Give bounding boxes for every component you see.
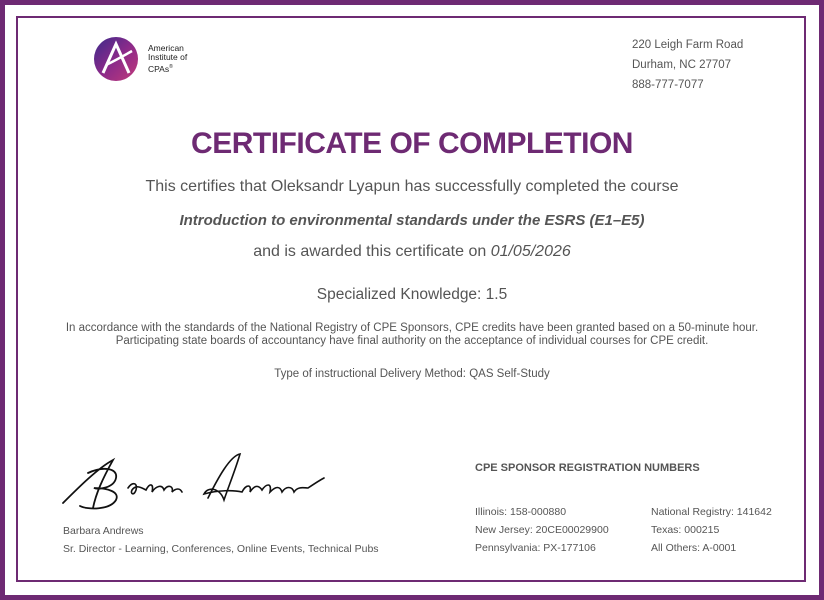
address-city: Durham, NC 27707 [632,59,732,71]
award-date: 01/05/2026 [490,243,571,260]
registration-column-left [475,503,609,557]
registration-item: Texas: 000215 [651,524,720,536]
signatory-title: Sr. Director - Learning, Conferences, Online Events, Technical Pubs [63,543,379,555]
awarded-prefix: and is awarded this certificate on [253,243,491,260]
logo-line-1: American [148,42,184,53]
aicpa-logo [92,35,208,83]
address-street: 220 Leigh Farm Road [632,39,744,51]
handwritten-signature [58,448,328,518]
credits-field: Specialized Knowledge: 1.5 [316,286,508,303]
certificate-title: CERTIFICATE OF COMPLETION [191,127,633,160]
logo-line-3 [148,63,208,74]
registered-mark: ® [169,63,173,70]
sponsor-address [632,35,743,95]
aicpa-logo-icon [92,35,140,83]
logo-wordmark [148,44,208,74]
registration-heading: CPE SPONSOR REGISTRATION NUMBERS [475,462,700,474]
signature-image [58,448,328,523]
registration-item: New Jersey: 20CE00029900 [475,524,609,536]
registration-item: National Registry: 141642 [651,506,772,518]
registration-item: All Others: A-0001 [651,542,737,554]
signatory-name: Barbara Andrews [63,525,144,537]
registration-item: Pennsylvania: PX-177106 [475,542,596,554]
registration-column-right [651,503,772,557]
certifies-statement: This certifies that Oleksandr Lyapun has successfully completed the course [145,178,679,195]
logo-line-3-text: CPAs [148,63,170,74]
delivery-method: Type of instructional Delivery Method: QAS Self-Study [274,368,550,380]
awarded-statement [0,243,824,261]
course-name: Introduction to environmental standards under the ESRS (E1–E5) [179,212,645,229]
address-phone: 888-777-7077 [632,79,704,91]
registration-item: Illinois: 158-000880 [475,506,567,518]
accordance-statement: In accordance with the standards of the National Registry of CPE Sponsors, CPE credits have been granted based on a 50-minute hour. Participating state boards of accountancy have final authority on the acceptance of individual courses for CPE credit. [65,322,759,347]
logo-line-2: Institute of [148,52,188,63]
